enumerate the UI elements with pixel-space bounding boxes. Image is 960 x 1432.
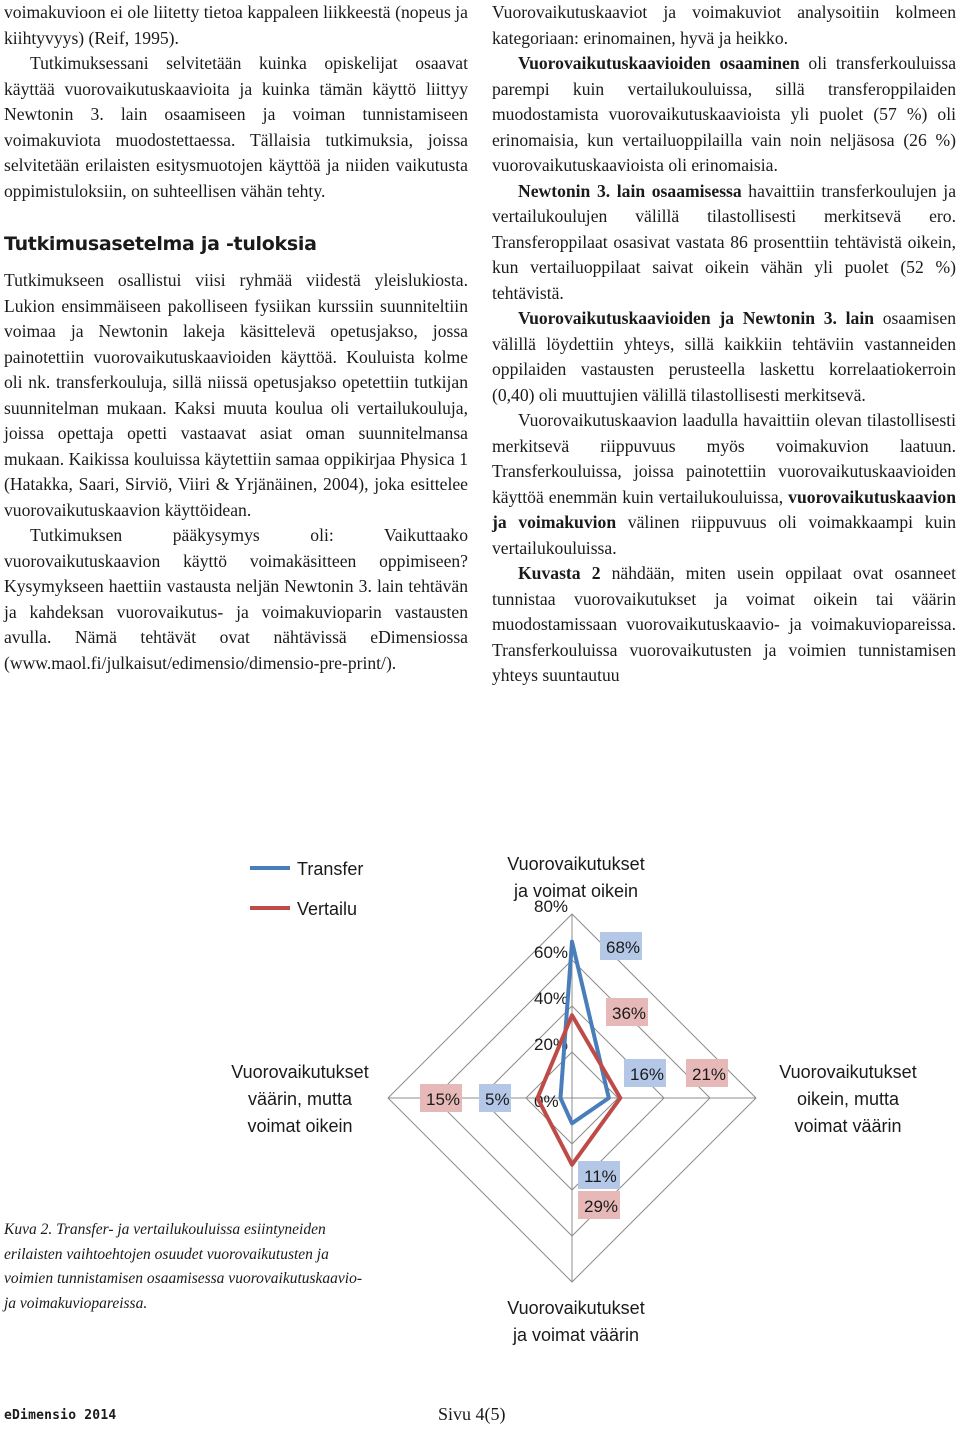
- left-paragraph-1: voimakuvioon ei ole liitetty tietoa kappaleen liikkeestä (nopeus ja kiihtyvyys) (Reif, 1995).: [4, 2, 468, 48]
- right-paragraph-5: [492, 408, 956, 561]
- data-label-transfer-3: 11%: [584, 1167, 617, 1186]
- left-paragraph-3: Tutkimukseen osallistui viisi ryhmää viidestä yleislukiosta. Lukion ensimmäiseen pakolliseen fysiikan kurssiin suunniteltiin voimaa ja Newtonin lakeja käsittelevä opetusjakso, jossa painotettiin vuorovaikutuskaavioiden käyttöä. Kouluista kolme oli nk. transferkouluja, sillä niissä opetusjakso opetettiin tutkijan suunnitelman mukaan. Kaksi muuta koulua oli vertailukouluja, joissa opettaja opetti vastaavat asiat oman suunnitelmansa mukaan. Kaikissa kouluissa käytettiin samaa oppikirjaa Physica 1 (Hatakka, Saari, Sirviö, Viiri & Yrjänäinen, 2004), joka esittelee vuorovaikutuskaavion käyttöidean.: [4, 270, 468, 520]
- axis-title-3-line-2: ja voimat väärin: [512, 1325, 640, 1345]
- axis-title-4-line-2: väärin, mutta: [247, 1089, 353, 1109]
- series-line-transfer: [561, 942, 609, 1124]
- right-paragraph-5-text-b: välinen riippuvuus oli voimakkaampi kuin vertailukouluissa.: [492, 512, 957, 558]
- right-paragraph-4-text: osaamisen välillä löydettiin yhteys, sillä kaikkiin tehtäviin vastanneiden oppilaiden vastausten perusteella laskettu korrelaatiokerroin (0,40) oli muuttujien välillä tilastollisesti merkitsevä.: [492, 308, 957, 405]
- axis-title-1-line-2: ja voimat oikein: [513, 881, 639, 901]
- data-label-vertailu-2: 21%: [692, 1065, 727, 1084]
- axis-title-4-line-3: voimat oikein: [247, 1116, 353, 1136]
- axis-title-2-line-2: oikein, mutta: [796, 1089, 900, 1109]
- tick-label-20: 20%: [534, 1035, 569, 1054]
- right-column: [492, 0, 956, 689]
- data-label-transfer-2: 16%: [630, 1065, 665, 1084]
- right-paragraph-2-bold: Vuorovaikutuskaavioiden osaaminen: [518, 53, 800, 73]
- right-paragraph-2: [492, 51, 956, 179]
- right-paragraph-1: Vuorovaikutuskaaviot ja voimakuviot analysoitiin kolmeen kategoriaan: erinomainen, hyvä ja heikko.: [492, 2, 956, 48]
- data-label-vertailu-4: 15%: [426, 1090, 461, 1109]
- section-heading: Tutkimusasetelma ja -tuloksia: [4, 233, 317, 255]
- right-paragraph-3-text: havaittiin transferkoulujen ja vertailukoulujen välillä tilastollisesti merkitsevä ero. Transferoppilaat osasivat vastata 86 prosenttiin tehtävistä oikein, kun vertailuoppilaat saivat oikein vähän yli puolet (52 %) tehtävistä.: [492, 180, 956, 303]
- right-paragraph-5-text-a: Vuorovaikutuskaavion laadulla havaittiin olevan tilastollisesti merkitsevä riippuvuus myös voimakuvion laatuun. Transferkouluissa, joissa painotettiin vuorovaikutuskaavioiden käyttöä enemmän kuin vertailukouluissa,: [492, 410, 956, 507]
- axis-title-2-line-1: Vuorovaikutukset: [779, 1062, 917, 1082]
- data-label-vertailu-1: 36%: [612, 1004, 647, 1023]
- data-label-vertailu-3: 29%: [584, 1197, 619, 1216]
- footer-page-number: Sivu 4(5): [438, 1404, 506, 1424]
- figure-caption-text: Kuva 2. Transfer- ja vertailukouluissa esiintyneiden erilaisten vaihtoehtojen osuudet vuorovaikutusten ja voimien tunnistamisen osaamisessa vuorovaikutuskaavio- ja voimakuviopareissa.: [4, 1221, 363, 1312]
- data-label-transfer-4: 5%: [485, 1090, 510, 1109]
- right-paragraph-3-bold: Newtonin 3. lain osaamisessa: [518, 180, 742, 201]
- tick-label-0: 0%: [534, 1092, 559, 1111]
- tick-label-80: 80%: [534, 897, 569, 916]
- axis-title-1-line-1: Vuorovaikutukset: [507, 854, 645, 874]
- tick-label-60: 60%: [534, 943, 569, 962]
- right-paragraph-4: [492, 306, 956, 408]
- right-paragraph-6-text: nähdään, miten usein oppilaat ovat osanneet tunnistaa vuorovaikutukset ja voimat oikein tai väärin muodostamissaan vuorovaikutuskaavio- ja voimakuviopareissa. Transferkouluissa vuorovaikutusten ja voimien tunnistamisen yhteys suuntautuu: [492, 563, 957, 685]
- right-paragraph-6: [492, 561, 956, 689]
- left-column: [4, 0, 468, 676]
- tick-label-40: 40%: [534, 989, 569, 1008]
- legend-label-vertailu: Vertailu: [297, 899, 358, 919]
- left-paragraph-4: Tutkimuksen pääkysymys oli: Vaikuttaako vuorovaikutuskaavion käyttö voimakäsitteen oppimiseen? Kysymykseen haettiin vastausta neljän Newtonin 3. lain tehtävän ja kahdeksan vuorovaikutus- ja voimakuvioparin vastausten avulla. Nämä tehtävät ovat nähtävissä eDimensiossa (www.maol.fi/julkaisut/edimensio/dimensio-pre-print/).: [4, 525, 468, 673]
- axis-title-2-line-3: voimat väärin: [794, 1116, 902, 1136]
- right-paragraph-3: [492, 179, 956, 307]
- right-paragraph-5-bold: vuorovaikutuskaavion ja voimakuvion: [492, 486, 956, 532]
- axis-title-3-line-1: Vuorovaikutukset: [507, 1298, 645, 1318]
- figure-caption: [4, 1218, 374, 1316]
- left-paragraph-2: Tutkimuksessani selvitetään kuinka opiskelijat osaavat käyttää vuorovaikutuskaavioita ja kuinka tämän käyttö liittyy Newtonin 3. lain osaamiseen ja voiman tunnistamiseen voimakuviota muodostettaessa. Tällaisia tutkimuksia, joissa selvitetään erilaisten esitysmuotojen käyttöä ja niiden vaikutusta oppimistuloksiin, on suhteellisen vähän tehty.: [4, 53, 468, 201]
- right-paragraph-4-bold: Vuorovaikutuskaavioiden ja Newtonin 3. lain: [518, 308, 875, 328]
- right-paragraph-6-bold: Kuvasta 2: [518, 563, 601, 583]
- right-paragraph-2-text: oli transferkouluissa parempi kuin vertailukouluissa, sillä transferoppilaiden muodostamista vuorovaikutuskaavioista yli puolet (57 %) oli erinomaisia, kun vertailuoppilailla vain noin neljäsosa (26 %) vuorovaikutuskaavioista oli erinomaisia.: [492, 53, 957, 175]
- data-label-transfer-1: 68%: [606, 938, 641, 957]
- axis-title-4-line-1: Vuorovaikutukset: [231, 1062, 369, 1082]
- legend-label-transfer: Transfer: [297, 859, 364, 879]
- footer-brand: eDimensio 2014: [4, 1408, 117, 1423]
